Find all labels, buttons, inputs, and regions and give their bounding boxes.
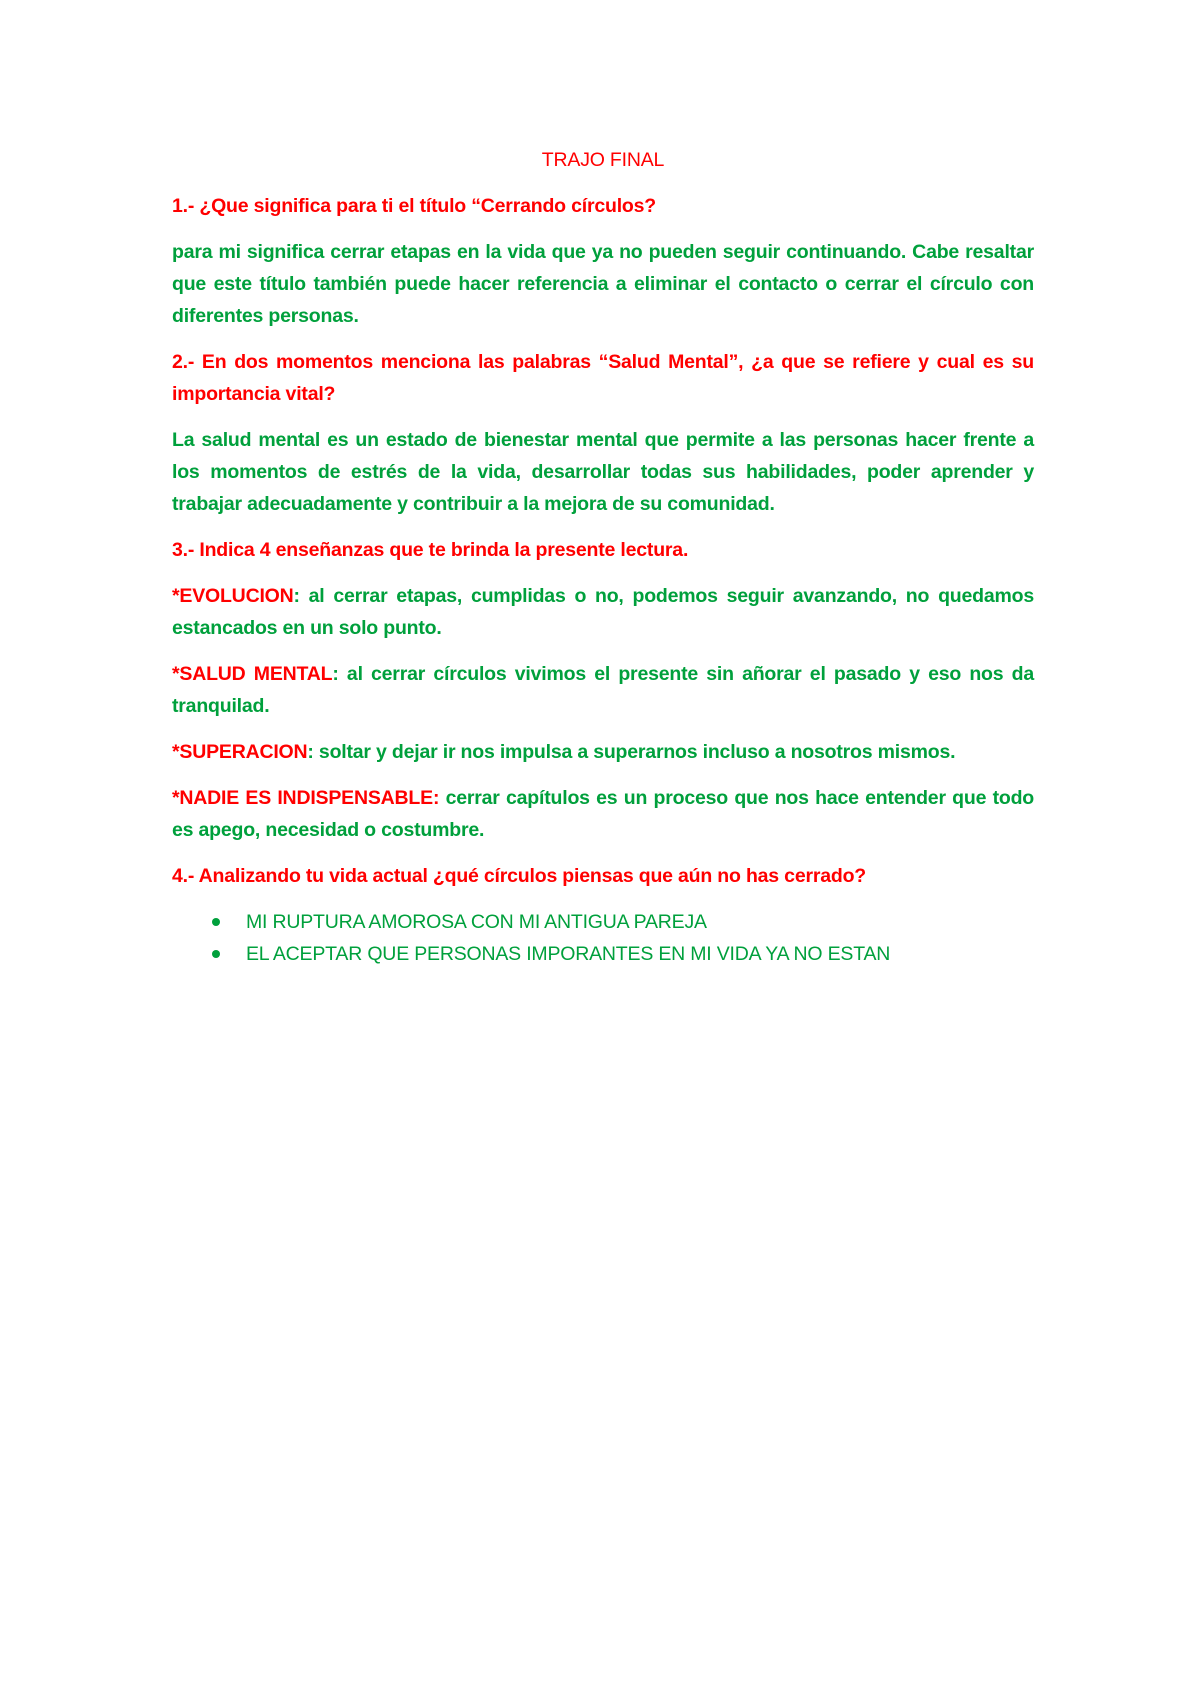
teaching-3 bbox=[172, 736, 1034, 768]
teaching-3-label: *SUPERACION bbox=[172, 741, 308, 763]
teaching-1 bbox=[172, 580, 1034, 644]
teaching-3-text: soltar y dejar ir nos impulsa a superarnos incluso a nosotros mismos. bbox=[318, 741, 956, 763]
teaching-4-separator: : bbox=[432, 787, 446, 809]
bullet-icon bbox=[212, 918, 220, 926]
question-1: 1.- ¿Que significa para ti el título “Cerrando círculos? bbox=[172, 195, 656, 217]
list-item-text: MI RUPTURA AMOROSA CON MI ANTIGUA PAREJA bbox=[246, 911, 707, 933]
teaching-3-separator: : bbox=[307, 741, 319, 763]
teaching-4-label: *NADIE ES INDISPENSABLE bbox=[172, 787, 433, 809]
teaching-4-text: cerrar capítulos es un proceso que nos hace entender que todo es apego, necesidad o costumbre. bbox=[172, 787, 1035, 841]
teaching-1-separator: : bbox=[293, 585, 309, 607]
open-circles-list bbox=[172, 906, 1034, 970]
answer-2: La salud mental es un estado de bienestar mental que permite a las personas hacer frente a los momentos de estrés de la vida, desarrollar todas sus habilidades, poder aprender y trabajar adecuadamente y contribuir a la mejora de su comunidad. bbox=[172, 429, 1034, 515]
teaching-2-separator: : bbox=[332, 663, 347, 685]
teaching-2 bbox=[172, 658, 1034, 722]
question-3: 3.- Indica 4 enseñanzas que te brinda la presente lectura. bbox=[172, 539, 689, 561]
list-item-text: EL ACEPTAR QUE PERSONAS IMPORANTES EN MI VIDA YA NO ESTAN bbox=[246, 943, 891, 965]
teaching-2-label: *SALUD MENTAL bbox=[172, 663, 333, 685]
document-title: TRAJO FINAL bbox=[541, 149, 665, 171]
question-2: 2.- En dos momentos menciona las palabras “Salud Mental”, ¿a que se refiere y cual es su importancia vital? bbox=[172, 351, 1034, 405]
teaching-4 bbox=[172, 782, 1034, 846]
teaching-1-label: *EVOLUCION bbox=[172, 585, 294, 607]
bullet-icon bbox=[212, 950, 220, 958]
teaching-1-text: al cerrar etapas, cumplidas o no, podemos seguir avanzando, no quedamos estancados en un solo punto. bbox=[172, 585, 1034, 639]
answer-1: para mi significa cerrar etapas en la vida que ya no pueden seguir continuando. Cabe resaltar que este título también puede hacer referencia a eliminar el contacto o cerrar el círculo con diferentes personas. bbox=[172, 241, 1034, 327]
document-body bbox=[172, 144, 1034, 970]
list-item bbox=[212, 906, 1034, 938]
teaching-2-text: al cerrar círculos vivimos el presente sin añorar el pasado y eso nos da tranquilad. bbox=[172, 663, 1034, 717]
question-4: 4.- Analizando tu vida actual ¿qué círculos piensas que aún no has cerrado? bbox=[172, 865, 867, 887]
list-item bbox=[212, 938, 1034, 970]
